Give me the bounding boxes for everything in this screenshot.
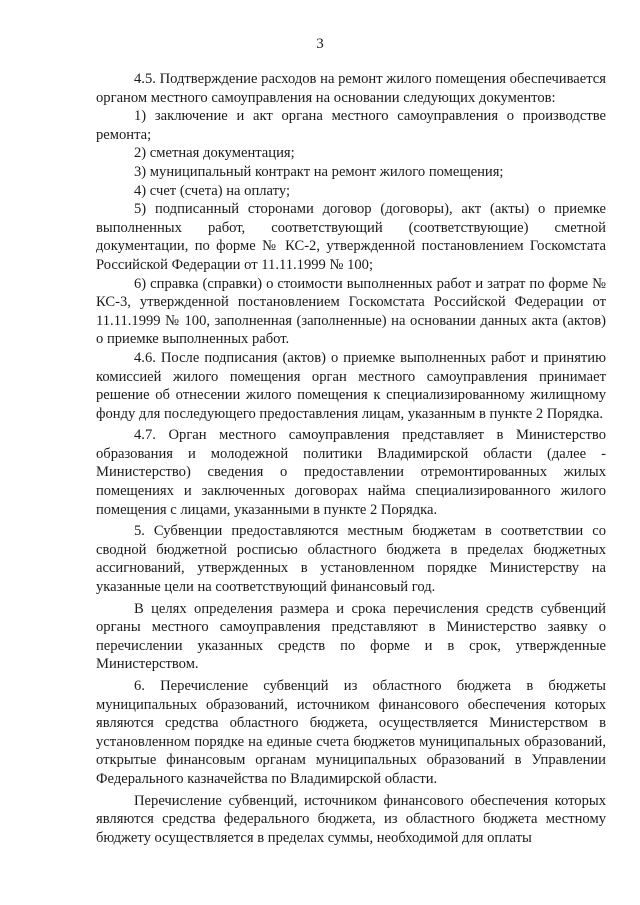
list-item-6: 6) справка (справки) о стоимости выполненных работ и затрат по форме № КС-3, утвержденной постановлением Госкомстата Российской Федерации от 11.11.1999 № 100, заполненная (заполненные) на основании данных акта (актов) о приемке выполненных работ. bbox=[96, 275, 606, 348]
list-item-4: 4) счет (счета) на оплату; bbox=[134, 182, 291, 199]
paragraph-5-application: В целях определения размера и срока перечисления средств субвенций органы местного самоуправления представляют в Министерство заявку о перечислении указанных средств по форме и в срок, утвержденные Министерством. bbox=[96, 600, 606, 673]
paragraph-5: 5. Субвенции предоставляются местным бюджетам в соответствии со сводной бюджетной росписью областного бюджета в пределах бюджетных ассигнований, утвержденных в установленном порядке Министерству на указанные цели на соответствующий финансовый год. bbox=[96, 523, 606, 596]
list-item-3: 3) муниципальный контракт на ремонт жилого помещения; bbox=[134, 163, 504, 180]
list-item-1: 1) заключение и акт органа местного самоуправления о производстве ремонта; bbox=[96, 108, 606, 143]
paragraph-6: 6. Перечисление субвенций из областного бюджета в бюджеты муниципальных образований, источником финансового обеспечения которых являются средства областного бюджета, осуществляется Министерством в установленном порядке на единые счета бюджетов муниципальных образований, открытые финансовым органам муниципальных образований в Управлении Федерального казначейства по Владимирской области. bbox=[96, 678, 606, 787]
document-body bbox=[96, 70, 606, 847]
list-item-5: 5) подписанный сторонами договор (договоры), акт (акты) о приемке выполненных работ, соответствующий (соответствующие) сметной документации, по форме № КС-2, утвержденной постановлением Госкомстата Российской Федерации от 11.11.1999 № 100; bbox=[96, 201, 606, 273]
page-number: 3 bbox=[316, 36, 324, 52]
paragraph-4-5: 4.5. Подтверждение расходов на ремонт жилого помещения обеспечивается органом местного самоуправления на основании следующих документов: bbox=[96, 71, 606, 106]
paragraph-4-7: 4.7. Орган местного самоуправления представляет в Министерство образования и молодежной политики Владимирской области (далее - Министерство) сведения о предоставлении отремонтированных жилых помещениях и заключенных договорах найма специализированного жилого помещения с лицами, указанными в пункте 2 Порядка. bbox=[96, 427, 606, 518]
list-item-2: 2) сметная документация; bbox=[134, 145, 295, 162]
paragraph-6-federal: Перечисление субвенций, источником финансового обеспечения которых являются средства федерального бюджета, из областного бюджета местному бюджету осуществляется в пределах суммы, необходимой для оплаты bbox=[96, 792, 606, 846]
paragraph-4-6: 4.6. После подписания (актов) о приемке выполненных работ и принятию комиссией жилого помещения орган местного самоуправления принимает решение об отнесении жилого помещения к специализированному жилищному фонду для последующего предоставления лицам, указанным в пункте 2 Порядка. bbox=[96, 349, 606, 422]
